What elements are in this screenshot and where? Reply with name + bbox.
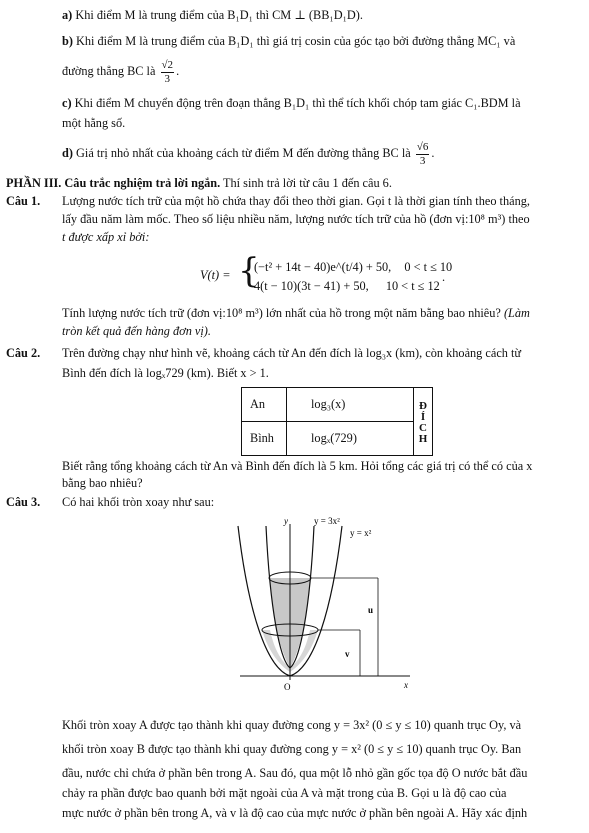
item-d-fraction	[416, 142, 430, 167]
item-a	[62, 8, 363, 23]
q2-line1: Trên đường chạy như hình vẽ, khoảng cách từ An đến đích là log₃x (km), còn khoảng cách từ	[62, 346, 522, 360]
item-c-label: c)	[62, 96, 72, 110]
height-u-label: u	[368, 605, 374, 615]
q1-line4b: (Làm	[503, 306, 530, 320]
q1-case1	[254, 260, 452, 275]
q1-brace: {	[238, 251, 260, 291]
item-a-label: a)	[62, 8, 73, 22]
q1-line4	[62, 306, 530, 321]
part3-heading-rest: Thí sinh trả lời từ câu 1 đến câu 6.	[223, 176, 392, 190]
q3-line2: Khối tròn xoay A được tạo thành khi quay đường cong y = 3x² (0 ≤ y ≤ 10) quanh trục Oy, và	[62, 718, 522, 732]
item-d-text2: .	[431, 146, 435, 160]
race-an-name: An	[242, 388, 287, 422]
q1-line3: t được xấp xỉ bởi:	[62, 230, 150, 244]
q2-line2: Bình đến đích là logₓ729 (km). Biết x > 1.	[62, 366, 269, 380]
item-d-text1: Giá trị nhỏ nhất của khoảng cách từ điểm M đến đường thẳng BC là	[76, 146, 411, 160]
q1-line4a: Tính lượng nước tích trữ (đơn vị:10⁸ m³) lớn nhất của hồ trong một năm bằng bao nhiêu?	[62, 306, 501, 320]
q1-case2-expr: 4(t − 10)(3t − 41) + 50,	[254, 279, 369, 293]
item-d	[62, 140, 434, 167]
q1-line5: tròn kết quả đến hàng đơn vị).	[62, 324, 211, 338]
race-finish	[414, 388, 433, 456]
q3-line4: đầu, nước chỉ chứa ở phần bên trong A. Sau đó, qua một lỗ nhỏ gần gốc tọa độ O nước bắt đầu	[62, 766, 528, 780]
item-b-frac-num: √2	[161, 58, 174, 71]
item-c-text1: Khi điểm M chuyển động trên đoạn thẳng B₁D₁ thì thể tích khối chóp tam giác C₁.BDM là	[74, 96, 521, 110]
q1-case2	[254, 279, 440, 294]
item-b-line2	[62, 58, 179, 85]
curve-a-label: y = 3x²	[314, 516, 340, 526]
part3-heading-bold: PHẦN III. Câu trắc nghiệm trả lời ngắn.	[6, 176, 221, 190]
q2-label: Câu 2.	[6, 346, 41, 360]
height-v-label: v	[345, 649, 350, 659]
q3-label: Câu 3.	[6, 495, 41, 509]
race-binh-name: Bình	[242, 422, 287, 456]
item-c-line1	[62, 96, 521, 111]
curve-b-label: y = x²	[350, 528, 372, 538]
item-c-line2: một hằng số.	[62, 116, 126, 130]
y-axis-label: y	[284, 516, 288, 526]
q1-line1: Lượng nước tích trữ của một hồ chứa thay đổi theo thời gian. Gọi t là thời gian tính theo tháng,	[62, 194, 530, 208]
q3-line3: khối tròn xoay B được tạo thành khi quay đường cong y = x² (0 ≤ y ≤ 10) quanh trục Oy. Ban	[62, 742, 522, 756]
q1-case1-expr: (−t² + 14t − 40)e^(t/4) + 50,	[254, 260, 392, 274]
race-finish-label: ĐÍCH	[417, 399, 429, 444]
race-table	[241, 387, 433, 456]
item-d-frac-den: 3	[419, 154, 426, 167]
race-binh-value: logₓ(729)	[287, 422, 414, 456]
q3-line6: mực nước ở phần bên trong A, và v là độ cao của mực nước ở phần bên ngoài A. Hãy xác định	[62, 806, 528, 820]
q1-case2-cond: 10 < t ≤ 12	[385, 279, 440, 293]
q2-line4: bằng bao nhiêu?	[62, 476, 143, 490]
item-b-line1	[62, 34, 515, 49]
item-a-text: Khi điểm M là trung điểm của B₁D₁ thì CM ⊥ (BB₁D₁D).	[75, 8, 363, 22]
item-b-text1: Khi điểm M là trung điểm của B₁D₁ thì giá trị cosin của góc tạo bởi đường thẳng MC₁ và	[76, 34, 516, 48]
q1-formula-lhs: V(t) =	[200, 268, 231, 282]
origin-label: O	[284, 682, 291, 692]
q2-line3: Biết rằng tổng khoảng cách từ An và Bình đến đích là 5 km. Hỏi tổng các giá trị có thể có của x	[62, 459, 533, 473]
item-b-frac-den: 3	[164, 72, 171, 85]
q1-label: Câu 1.	[6, 194, 41, 208]
q1-line2: lấy đầu năm làm mốc. Theo số liệu nhiều năm, lượng nước tích trữ của hồ (đơn vị:10⁸ m³) theo	[62, 212, 530, 226]
x-axis-label: x	[404, 680, 408, 690]
q3-line5: chảy ra phần được bao quanh bởi mặt ngoài của A và mặt trong của B. Gọi u là độ cao của	[62, 786, 507, 800]
q1-formula-end: .	[442, 270, 446, 284]
race-an-value: log₃(x)	[287, 388, 414, 422]
q3-line1: Có hai khối tròn xoay như sau:	[62, 495, 215, 509]
q1-case1-cond: 0 < t ≤ 10	[404, 260, 453, 274]
item-b-fraction	[161, 60, 175, 85]
revolution-figure	[226, 512, 422, 694]
item-b-label: b)	[62, 34, 73, 48]
item-b-text2a: đường thẳng BC là	[62, 64, 156, 78]
item-d-label: d)	[62, 146, 73, 160]
item-b-text2b: .	[176, 64, 180, 78]
item-d-frac-num: √6	[416, 140, 429, 153]
part3-heading	[6, 176, 392, 191]
